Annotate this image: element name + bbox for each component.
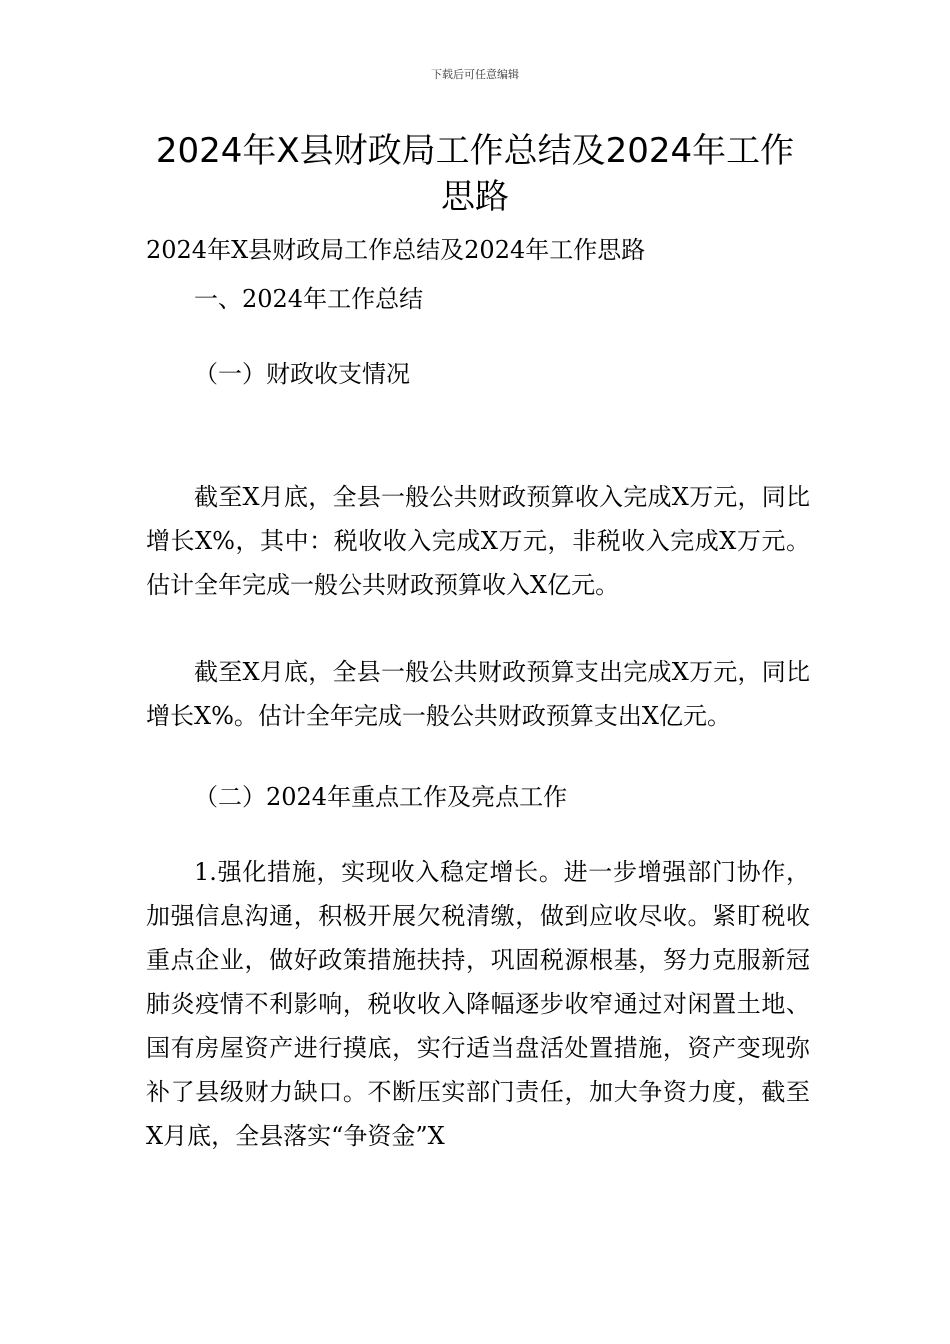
paragraph-key-work: 1.强化措施，实现收入稳定增长。进一步增强部门协作，加强信息沟通，积极开展欠税清缴，做到应收尽收。紧盯税收重点企业，做好政策措施扶持，巩固税源根基，努力克服新冠肺炎疫情不利影响，税收收入降幅逐步收窄通过对闲置土地、国有房屋资产进行摸底，实行适当盘活处置措施，资产变现弥补了县级财力缺口。不断压实部门责任，加大争资力度，截至X月底，全县落实“争资金”X <box>146 858 810 1150</box>
paragraph-revenue: 截至X月底，全县一般公共财政预算收入完成X万元，同比增长X%，其中：税收收入完成X万元，非税收入完成X万元。估计全年完成一般公共财政预算收入X亿元。 <box>146 483 810 599</box>
document-title: 2024年X县财政局工作总结及2024年工作思路 <box>155 131 795 217</box>
section-heading-1: 一、2024年工作总结 <box>194 285 424 313</box>
header-note: 下载后可任意编辑 <box>431 68 519 81</box>
document-subtitle: 2024年X县财政局工作总结及2024年工作思路 <box>146 236 646 264</box>
paragraph-expenditure: 截至X月底，全县一般公共财政预算支出完成X万元，同比增长X%。估计全年完成一般公共财政预算支出X亿元。 <box>146 658 810 730</box>
subsection-heading-1: （一）财政收支情况 <box>194 360 410 388</box>
subsection-heading-2: （二）2024年重点工作及亮点工作 <box>194 783 568 811</box>
